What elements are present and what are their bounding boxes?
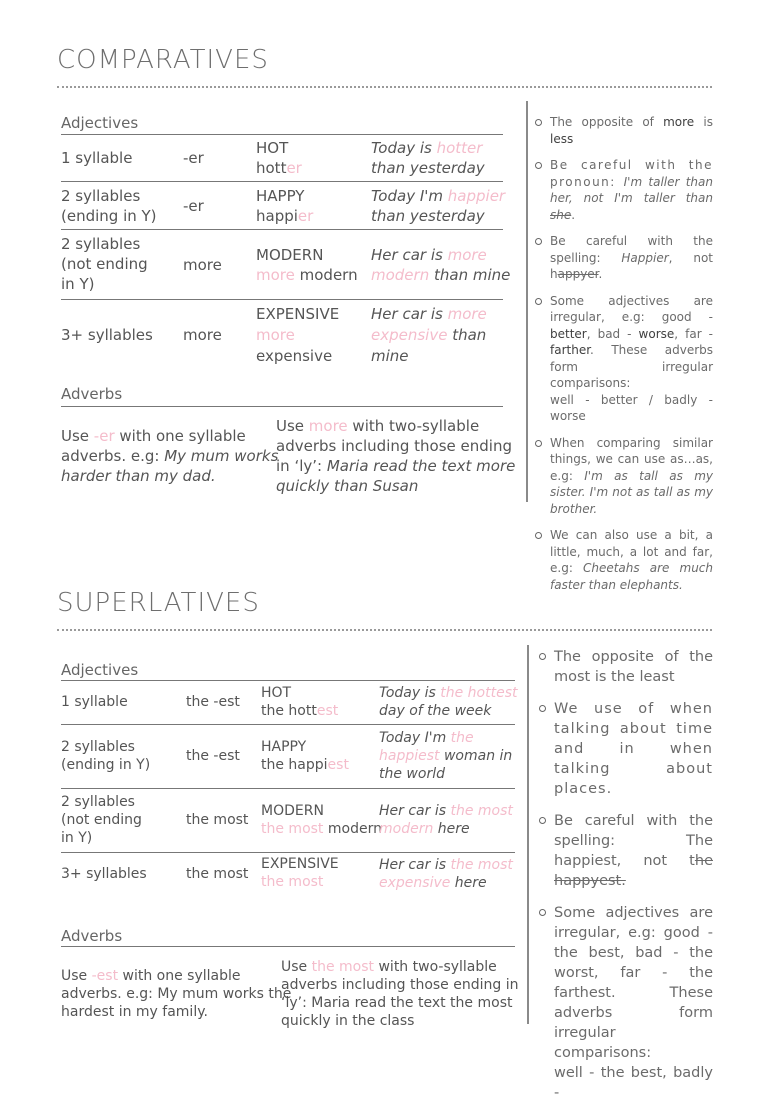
syllable-label: 3+ syllables [61, 326, 153, 344]
syllable-label: 3+ syllables [61, 866, 147, 882]
example-sentence: Today is hotter than yesterday [371, 139, 485, 177]
example-sentence: Her car is the most modern here [379, 803, 513, 837]
note-item: Some adjectives are irregular, e.g: good - the best, bad - the worst, far - the farthest. These adverbs form irregular comparisons: well - the best, badly - [554, 905, 713, 1101]
example-sentence: Her car is more modern than mine [371, 246, 511, 284]
example-sentence: Today is the hottest day of the week [379, 685, 518, 719]
example-word: HOT the hottest [261, 685, 339, 719]
example-sentence: Today I'm happier than yesterday [371, 187, 506, 225]
table-rule [61, 788, 515, 789]
rule-label: more [183, 326, 222, 344]
note-item: Some adjectives are irregular, e.g: good - better, bad - worse, far - farther. These adverbs form irregular comparisons: well - better / badly - worse [550, 293, 713, 423]
adverbs-rule-one-syllable: Use -er with one syllable adverbs. e.g: My mum works harder than my dad. [61, 427, 279, 485]
title-divider [57, 629, 712, 631]
rule-label: the -est [186, 694, 240, 710]
syllable-label: 2 syllables (ending in Y) [61, 739, 151, 773]
example-sentence: Today I'm the happiest woman in the world [379, 730, 513, 782]
adverbs-rule-two-syllable: Use more with two-syllable adverbs including those ending in ‘ly’: Maria read the text more quickly than Susan [276, 417, 516, 495]
superlatives-notes [554, 647, 713, 1115]
example-word: MODERN more modern [256, 246, 358, 284]
table-rule [61, 134, 503, 135]
example-word: MODERN the most modern [261, 803, 382, 837]
table-rule [61, 724, 515, 725]
table-rule [61, 946, 515, 947]
example-word: HAPPY the happiest [261, 739, 349, 773]
table-rule [61, 680, 515, 681]
adjectives-heading: Adjectives [61, 661, 139, 679]
superlatives-title: SUPERLATIVES [57, 588, 260, 618]
table-rule [61, 181, 503, 182]
rule-label: the -est [186, 748, 240, 764]
example-sentence: Her car is more expensive than mine [371, 305, 487, 365]
title-divider [57, 86, 712, 88]
notes-divider [527, 645, 529, 1024]
notes-divider [526, 101, 528, 502]
note-item: Be careful with the spelling: The happiest, not the happyest. [554, 813, 713, 889]
table-rule [61, 406, 503, 407]
syllable-label: 2 syllables (not ending in Y) [61, 794, 142, 846]
note-item: The opposite of more is less [550, 115, 713, 146]
table-rule [61, 299, 503, 300]
note-item: When comparing similar things, we can use as…as, e.g: I'm as tall as my sister. I'm not as tall as my brother. [550, 435, 713, 516]
syllable-label: 1 syllable [61, 149, 133, 167]
syllable-label: 2 syllables (ending in Y) [61, 187, 157, 225]
rule-label: the most [186, 812, 249, 828]
note-item: We can also use a bit, a little, much, a lot and far, e.g: Cheetahs are much faster than elephants. [550, 528, 714, 592]
adverbs-heading: Adverbs [61, 927, 123, 945]
rule-label: more [183, 256, 222, 274]
note-item: Be careful with the spelling: Happier, not happyer. [550, 234, 713, 281]
table-rule [61, 229, 503, 230]
syllable-label: 1 syllable [61, 694, 128, 710]
syllable-label: 2 syllables (not ending in Y) [61, 235, 148, 293]
note-item: We use of when talking about time and in when talking about places. [554, 701, 713, 797]
adjectives-heading: Adjectives [61, 114, 139, 132]
example-word: EXPENSIVE the most [261, 856, 339, 890]
note-item: Be careful with the pronoun: I'm taller than her, not I'm taller than she. [550, 158, 713, 222]
adverbs-heading: Adverbs [61, 385, 123, 403]
rule-label: the most [186, 866, 249, 882]
note-item: The opposite of the most is the least [554, 649, 713, 685]
example-sentence: Her car is the most expensive here [379, 857, 513, 891]
example-word: EXPENSIVE more expensive [256, 305, 340, 365]
comparatives-title: COMPARATIVES [57, 45, 269, 75]
example-word: HOT hotter [256, 139, 302, 177]
comparatives-notes [550, 114, 713, 603]
adverbs-rule-one-syllable: Use -est with one syllable adverbs. e.g: My mum works the hardest in my family. [61, 968, 292, 1020]
example-word: HAPPY happier [256, 187, 314, 225]
rule-label: -er [183, 197, 204, 215]
adverbs-rule-two-syllable: Use the most with two-syllable adverbs including those ending in ‘ly’: Maria read the text the most quickly in the class [281, 959, 519, 1029]
rule-label: -er [183, 149, 204, 167]
table-rule [61, 852, 515, 853]
